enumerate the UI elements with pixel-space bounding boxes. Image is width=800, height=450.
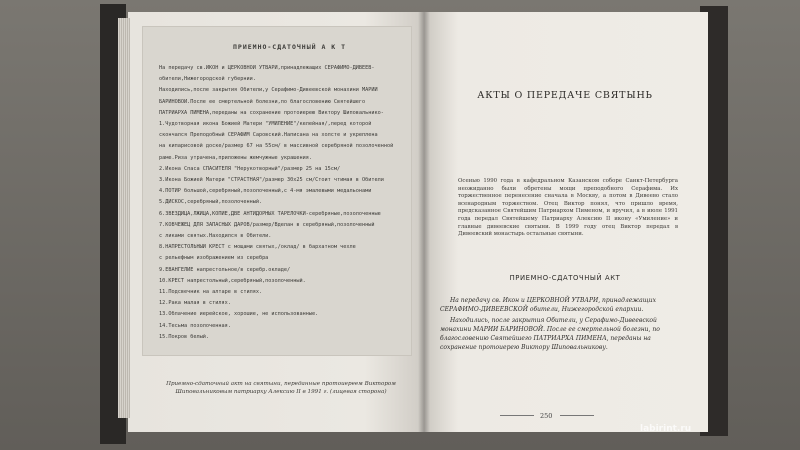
document-line: обители,Нижегородской губернии. — [159, 76, 256, 83]
document-line: 9.ЕВАНГЕЛИЕ напрестольное/в серебр.окладе/ — [159, 266, 291, 273]
document-line: БАРИНОВОЙ.После ее смертельной болезни,по благословению Святейшего — [159, 98, 366, 105]
page-number: 250 — [540, 412, 553, 420]
watermark: labirint.ru — [640, 424, 692, 434]
figure-caption: Приемно-сдаточный акт на святыни, переданные протоиереем Виктором Шиповальниковым патриарху Алексию II в 1991 г. (лицевая сторона) — [166, 381, 396, 395]
document-line: Находились,после закрытия Обители,у Серафимо-Дивеевской монахини МАРИИ — [159, 87, 378, 94]
document-line: 11.Подсвечник на алтаре в стилях. — [159, 289, 263, 295]
page-edges — [118, 18, 130, 418]
intro-paragraph: Осенью 1990 года в кафедральном Казанском соборе Санкт-Петербурга неожиданно были обретены мощи преподобного Серафима. Их торжественное перенесение сначала в Москву, а потом в Дивеево стало всенародным торжеством. Отец Виктор понял, что пришло время, предсказанное Святейшим Патриархом Пименом, и вручил, а в июле 1991 года передал Святейшему Патриарху Алексию II икону «Умиление» и главные дивеевские святыни. В 1999 году отец Виктор передал в Дивеевский монастырь остальные святыни. — [458, 178, 678, 238]
document-line: 2.Икона Спаса СПАСИТЕЛЯ "Нерукотворный"/размер 25 на 15см/ — [159, 165, 341, 172]
document-line: 4.ПОТИР большой,серебряный,позолоченный,с 4-мя эмалевыми медальонами — [159, 188, 372, 195]
document-line: раме.Риза утрачена,приложены жемчужные украшения. — [159, 154, 313, 161]
document-line: 3.Икона Божией Матери "СТРАСТНАЯ"/размер 30х25 см/Стоит чтимая в Обители — [159, 177, 384, 183]
document-line: 6.ЗВЕЗДИЦА,ЛЖИЦА,КОПИЕ,ДВЕ АНТИДОРНЫХ ТАРЕЛОЧКИ-серебряные,позолоченные — [159, 210, 381, 217]
typewritten-document-image — [142, 26, 412, 356]
page-number-ornament-right — [560, 415, 594, 416]
document-line: 15.Покров белый. — [159, 333, 209, 340]
document-line: с рельефным изображением из серебра — [159, 255, 269, 262]
document-line: На передачу св.ИКОН и ЦЕРКОВНОЙ УТВАРИ,принадлежащих СЕРАФИМО-ДИВЕЕВ- — [159, 65, 375, 71]
document-line: 1.Чудотворная икона Божией Матери "УМИЛЕНИЕ"/келейная/,перед которой — [159, 121, 372, 127]
document-line: 7.КОВЧЕЖЕЦ ДЛЯ ЗАПАСНЫХ ДАРОВ/размер/Вделан в серебряный,позолоченный — [159, 221, 375, 228]
book-gutter — [418, 12, 430, 432]
document-line: 13.Облачение иерейское, хорошие, не использованные. — [159, 311, 319, 318]
document-line: 10.КРЕСТ напрестольный,серебряный,позолоченный. — [159, 277, 306, 284]
document-title: ПРИЕМНО-СДАТОЧНЫЙ А К Т — [233, 43, 347, 51]
document-line: на кипарисовой доске/размер 67 на 55см/ в массивной серебряной позолоченной — [159, 143, 394, 150]
document-line: 14.Тесьма позолоченная. — [159, 322, 231, 329]
document-line: 12.Рака малая в стилях. — [159, 300, 231, 307]
document-line: 8.НАПРЕСТОЛЬНЫЙ КРЕСТ с мощами святых,/оклад/ в бархатном чехле — [159, 244, 356, 251]
chapter-heading: АКТЫ О ПЕРЕДАЧЕ СВЯТЫНЬ — [477, 90, 653, 101]
document-line: с ликами святых.Находился в Обители. — [159, 233, 272, 239]
document-line: скончался Преподобный СЕРАФИМ Саровский.Написана на холсте и укреплена — [159, 132, 378, 139]
document-line: ПАТРИАРХА ПИМЕНА,переданы на сохранение протоиерею Виктору Шиповальнико- — [159, 109, 384, 116]
act-text — [440, 296, 686, 354]
act-paragraph: Находились, после закрытия Обители, у Серафимо-Дивеевской монахини МАРИИ БАРИНОВОЙ. После ее смертельной болезни, по благословению Святейшего ПАТРИАРХА ПИМЕНА, переданы на сохранение протоиерею Виктору Шиповальникову. — [440, 317, 660, 351]
document-line: 5.ДИСКОС,серебряный,позолоченный. — [159, 199, 263, 206]
page-number-ornament-left — [500, 415, 534, 416]
act-subheading: ПРИЕМНО-СДАТОЧНЫЙ АКТ — [509, 274, 621, 282]
act-paragraph: На передачу св. Икон и ЦЕРКОВНОЙ УТВАРИ, принадлежащих СЕРАФИМО-ДИВЕЕВСКОЙ обители, Нижегородской епархии. — [440, 297, 656, 313]
